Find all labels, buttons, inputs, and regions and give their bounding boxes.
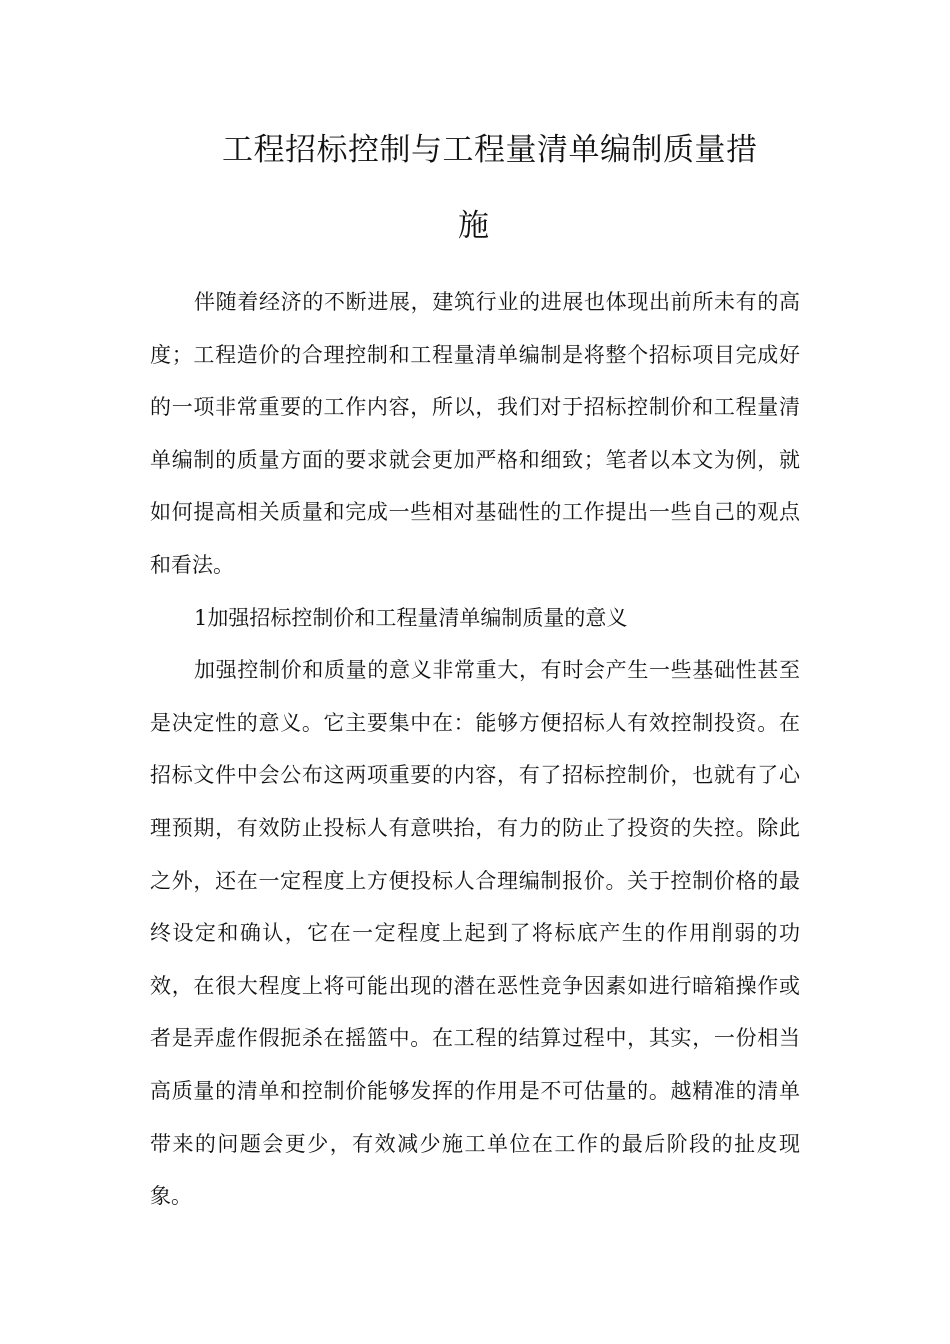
document-body xyxy=(150,276,800,1223)
section-paragraph: 加强控制价和质量的意义非常重大，有时会产生一些基础性甚至是决定性的意义。它主要集中在：能够方便招标人有效控制投资。在招标文件中会公布这两项重要的内容，有了招标控制价，也就有了心理预期，有效防止投标人有意哄抬，有力的防止了投资的失控。除此之外，还在一定程度上方便投标人合理编制报价。关于控制价格的最终设定和确认，它在一定程度上起到了将标底产生的作用削弱的功效，在很大程度上将可能出现的潜在恶性竞争因素如进行暗箱操作或者是弄虚作假扼杀在摇篮中。在工程的结算过程中，其实，一份相当高质量的清单和控制价能够发挥的作用是不可估量的。越精准的清单带来的问题会更少，有效减少施工单位在工作的最后阶段的扯皮现象。 xyxy=(150,658,800,1209)
section-heading: 1加强招标控制价和工程量清单编制质量的意义 xyxy=(194,605,628,630)
document-title-line-1: 工程招标控制与工程量清单编制质量措 xyxy=(222,132,758,168)
intro-paragraph: 伴随着经济的不断进展，建筑行业的进展也体现出前所未有的高度；工程造价的合理控制和工程量清单编制是将整个招标项目完成好的一项非常重要的工作内容，所以，我们对于招标控制价和工程量清单编制的质量方面的要求就会更加严格和细致；笔者以本文为例，就如何提高相关质量和完成一些相对基础性的工作提出一些自己的观点和看法。 xyxy=(150,290,800,577)
document-title-line-2: 施 xyxy=(458,208,490,244)
